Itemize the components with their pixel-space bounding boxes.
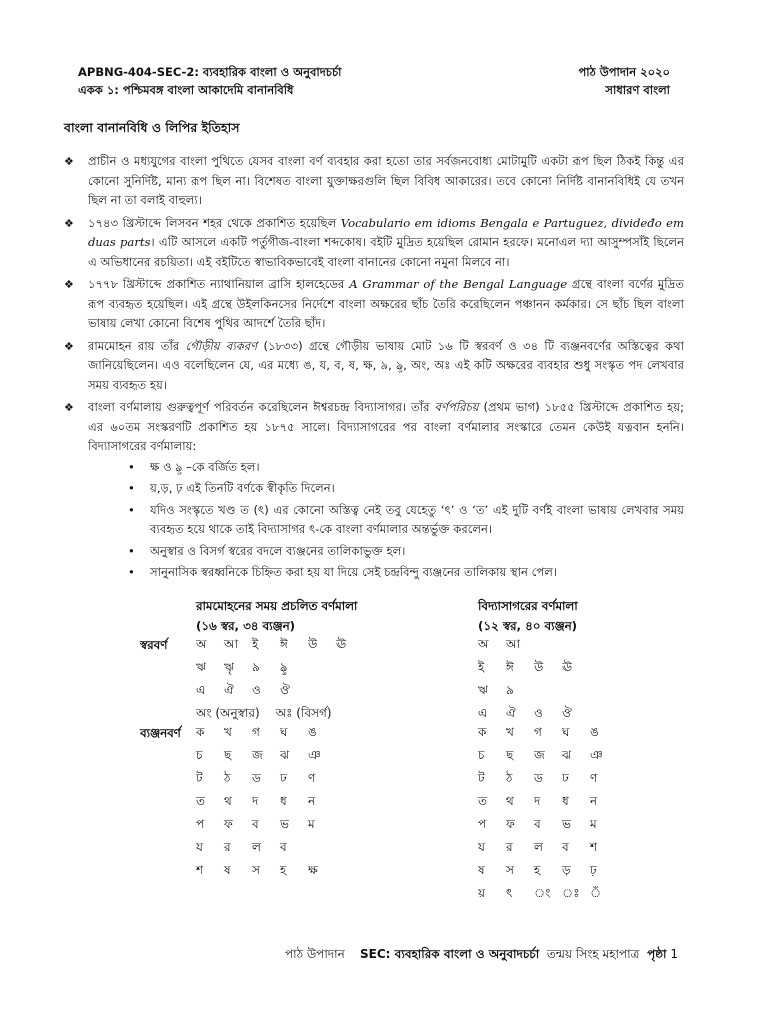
rammohan-alphabet-heading (196, 596, 357, 636)
letter-row (478, 862, 618, 882)
letter: ক (196, 725, 205, 739)
letter-row (478, 770, 618, 790)
letter: ই (478, 660, 485, 674)
letter-row (478, 659, 590, 679)
letter: ণ (590, 771, 598, 785)
letter-row (196, 839, 308, 859)
course-code-title: APBNG-404-SEC-2: ব্যবহারিক বাংলা ও অনুবাদচর্চা (78, 65, 342, 79)
letter: র (224, 840, 231, 854)
letter: ঢ (280, 771, 287, 785)
letter: ফ (224, 817, 233, 831)
letter: ঃ (562, 886, 580, 900)
reform-item: • অনুস্বার ও বিসর্গ স্বরের বদলে ব্যঞ্জনের তালিকাভুক্ত হল। (128, 542, 684, 562)
bullet-item (64, 337, 684, 396)
letter-row (478, 885, 618, 905)
letter: ন (308, 794, 316, 808)
letter: ড (534, 771, 543, 785)
letter: স (252, 863, 260, 877)
letter: ণ (308, 771, 316, 785)
book-title: বর্ণপরিচয় (434, 400, 479, 414)
reform-item: • ক্ষ ও ৡ –কে বর্জিত হল। (128, 458, 684, 478)
letter: ধ (280, 794, 287, 808)
letter: ব (252, 817, 259, 831)
letter: য (478, 840, 485, 854)
letter: ই (252, 637, 259, 651)
letter: অ (478, 637, 489, 651)
bullet-text: (১৮৩৩) গ্রন্থে গৌড়ীয় ভাষায় মোট ১৬ টি স্বরবর্ণ ও ৩৪ টি ব্যঞ্জনবর্ণের অস্তিত্বের কথা জানিয়েছিলেন। এও বলেছিলেন যে, এর মধ্যে ঙ, য, ব, ষ, ক্ষ, ৯, ৡ, অং, অঃ এই কটি অক্ষরের ব্যবহার শুধু সংস্কৃত পদ লেখবার সময় ব্যবহৃত হয়। (88, 338, 684, 392)
letter: ম (308, 817, 315, 831)
letter: ঘ (280, 725, 288, 739)
bullet-item (64, 152, 684, 211)
letter: ব (562, 840, 569, 854)
letter: ঘ (562, 725, 570, 739)
letter-row (196, 682, 308, 702)
bullet-item (64, 275, 684, 334)
bullet-item (64, 398, 684, 583)
letter: ছ (506, 748, 514, 762)
letter: ঊ (562, 660, 573, 674)
letter: য (196, 840, 203, 854)
letter-row (196, 636, 364, 656)
letter: গ (252, 725, 260, 739)
letter: ল (252, 840, 261, 854)
letter: আ (506, 637, 520, 651)
bullet-text: ১৭৭৮ খ্রিস্টাব্দে প্রকাশিত ন্যাথানিয়াল ব্রাসি হালহেডের (88, 277, 350, 291)
letter: চ (196, 748, 203, 762)
bullet-text: বাংলা বর্ণমালায় গুরুত্বপূর্ণ পরিবর্তন করেছিলেন ঈশ্বরচন্দ্র বিদ্যাসাগর। তাঁর (88, 400, 435, 414)
footer-page-label: পৃষ্ঠা (647, 947, 667, 961)
letter: জ (534, 748, 545, 762)
letter: ঈ (280, 637, 288, 651)
reform-item: • সানুনাসিক স্বরধ্বনিকে চিহ্নিত করা হয় যা দিয়ে সেই চন্দ্রবিন্দু ব্যঞ্জনের তালিকায় স্থান পেল। (128, 563, 684, 583)
vidyasagar-heading-title: বিদ্যাসাগরের বর্ণমালা (478, 599, 578, 613)
letter: এ (196, 683, 206, 697)
diamond-bullet-icon: ❖ (64, 401, 74, 414)
letter: খ (224, 725, 232, 739)
letter: ঠ (224, 771, 231, 785)
bullet-text: (প্রথম ভাগ) ১৮৫৫ খ্রিস্টাব্দে প্রকাশিত হয়; এর ৬০তম সংস্করণটি প্রকাশিত হয় ১৮৭৫ সালে। বিদ্যাসাগরের পর বাংলা বর্ণমালার সংস্কারে তেমন কেউই যত্নবান হননি। বিদ্যাসাগরের বর্ণমালায়: (88, 400, 684, 453)
unit-title: একক ১: পশ্চিমবঙ্গ বাংলা আকাদেমি বানানবিধি (78, 83, 294, 97)
diamond-bullet-icon: ❖ (64, 278, 74, 291)
consonant-label: ব্যঞ্জনবর্ণ (140, 726, 181, 740)
letter: ঠ (506, 771, 513, 785)
letter: হ (280, 863, 287, 877)
vidyasagar-alphabet-heading (478, 596, 578, 636)
footer-course: SEC: ব্যবহারিক বাংলা ও অনুবাদচর্চা (360, 947, 540, 961)
letter: ঙ (308, 725, 317, 739)
letter: খ (506, 725, 514, 739)
letter: ত (196, 794, 206, 808)
letter: র (506, 840, 513, 854)
bullet-text: প্রাচীন ও মধ্যযুগের বাংলা পুথিতে যেসব বাংলা বর্ণ ব্যবহার করা হতো তার সর্বজনবোধ্য মোটামুটি একটা রূপ ছিল ঠিকই কিন্তু এর কোনো সুনির্দিষ্ট, মান্য রূপ ছিল না। বিশেষত বাংলা যুক্তাক্ষরগুলি ছিল বিবিধ আকারের। তবে কোনো নির্দিষ্ট বানানবিধিই যে তখন ছিল না তা বলাই বাহুল্য। (88, 154, 684, 207)
letter-row (478, 682, 534, 702)
letter: ঙ (590, 725, 599, 739)
letter: ঝ (280, 748, 290, 762)
letter-row (478, 816, 618, 836)
letter: ঞ (308, 748, 321, 762)
letter: ঋ (478, 683, 488, 697)
letter: ন (590, 794, 598, 808)
letter: ঐ (506, 706, 516, 720)
letter: ঁ (590, 886, 602, 900)
letter-row (196, 747, 336, 767)
letter: দ (252, 794, 259, 808)
letter: ঞ (590, 748, 603, 762)
letter: ৯ (506, 683, 514, 697)
letter: ট (196, 771, 203, 785)
letter: ব (280, 840, 287, 854)
letter-row (196, 659, 308, 679)
letter: ধ (562, 794, 569, 808)
page-footer (285, 946, 678, 966)
letter: ষ (478, 863, 485, 877)
letter-row (478, 839, 618, 859)
diamond-bullet-icon: ❖ (64, 339, 74, 353)
letter: ঢ (562, 771, 569, 785)
bullet-item (64, 214, 684, 273)
letter: স (506, 863, 514, 877)
letter: ছ (224, 748, 232, 762)
rammohan-heading-count: (১৬ স্বর, ৩৪ ব্যঞ্জন) (196, 619, 296, 633)
vowel-label: স্বরবর্ণ (140, 638, 168, 652)
rammohan-heading-title: রামমোহনের সময় প্রচলিত বর্ণমালা (196, 599, 358, 613)
letter: অঃ (বিসর্গ) (275, 706, 332, 720)
letter: এ (478, 706, 488, 720)
letter: ঊ (336, 637, 347, 651)
letter: চ (478, 748, 485, 762)
letter-row (196, 862, 336, 882)
book-title: গৌড়ীয় ব্যকরণ (185, 338, 258, 353)
diamond-bullet-icon: ❖ (64, 155, 74, 168)
book-title: A Grammar of the Bengal Language (349, 277, 568, 291)
letter: ঋ (196, 660, 206, 674)
letter: ব (534, 817, 541, 831)
letter: ঐ (224, 683, 234, 697)
bullet-text: গ্রন্থে বাংলা বর্ণের মুদ্রিত রূপ ব্যবহৃত হয়েছিল। এই গ্রন্থে উইলকিনসের নির্দেশে বাংলা অক্ষরের ছাঁচ তৈরি করেছিলেন পঞ্চানন কর্মকার। সে ছাঁচ ছিল বাংলা ভাষায় লেখা কোনো বিশেষ পুথির আদর্শে তৈরি ছাঁদ। (88, 277, 684, 330)
letter: ও (252, 683, 261, 697)
letter: ৠ (224, 660, 234, 674)
letter: ৡ (280, 660, 288, 674)
letter: ল (534, 840, 543, 854)
bullet-list (64, 152, 684, 586)
footer-author: তন্ময় সিংহ মহাপাত্র (546, 947, 640, 961)
letter-row (196, 770, 336, 790)
letter: গ (534, 725, 542, 739)
letter: প (196, 817, 205, 831)
letter-row (196, 724, 336, 744)
reform-item: • য়,ড়, ঢ় এই তিনটি বর্ণকে স্বীকৃতি দিলেন। (128, 479, 684, 499)
material-year: পাঠ উপাদান ২০২০ (578, 65, 670, 79)
letter: হ (534, 863, 541, 877)
letter: ষ (224, 863, 231, 877)
section-title: বাংলা বানানবিধি ও লিপির ইতিহাস (64, 120, 240, 135)
letter: ট (478, 771, 485, 785)
letter-row (478, 636, 534, 656)
letter: ঔ (562, 706, 572, 720)
letter: ফ (506, 817, 515, 831)
letter: ভ (562, 817, 571, 831)
diamond-bullet-icon: ❖ (64, 216, 74, 230)
letter: থ (224, 794, 232, 808)
letter: উ (308, 637, 318, 651)
header-row-1 (78, 64, 670, 83)
letter-row (478, 793, 618, 813)
letter-row (196, 793, 336, 813)
subject-label: সাধারণ বাংলা (605, 83, 670, 97)
letter-row (478, 705, 590, 725)
letter: উ (534, 660, 544, 674)
letter: থ (506, 794, 514, 808)
letter: ঝ (562, 748, 572, 762)
letter-row (196, 816, 336, 836)
letter: ঈ (506, 660, 514, 674)
letter: য় (478, 886, 486, 900)
letter: জ (252, 748, 263, 762)
letter: দ (534, 794, 541, 808)
letter: ম (590, 817, 597, 831)
letter: প (478, 817, 487, 831)
letter: অং (অনুস্বার) (196, 706, 260, 720)
letter: শ (196, 863, 204, 877)
letter: ক্ষ (308, 863, 318, 877)
letter-row (478, 747, 618, 767)
letter: ং (534, 886, 551, 900)
letter: ক (478, 725, 487, 739)
letter: ও (534, 706, 543, 720)
bullet-text: । এটি আসলে একটি পর্তুগীজ-বাংলা শব্দকোষ। বইটি মুদ্রিত হয়েছিল রোমান হরফে। মনোএল দ্যা আসুম্পসাঁই ছিলেন এ অভিধানের রচয়িতা। এই বইটিতে স্বাভাবিকভাবেই বাংলা বানানের কোনো নমুনা মিলবে না। (88, 235, 684, 269)
vidyasagar-heading-count: (১২ স্বর, ৪০ ব্যঞ্জন) (478, 619, 578, 633)
letter: ড (252, 771, 261, 785)
letter: ত (478, 794, 488, 808)
letter-row (196, 705, 348, 725)
letter: ৎ (506, 886, 513, 900)
reform-item: • যদিও সংস্কৃতে খণ্ড ত (ৎ) এর কোনো অস্তিত্ব নেই তবু যেহেতু ‘ৎ’ ও ‘ত’ এই দুটি বর্ণই বাংলা ভাষায় লেখবার সময় ব্যবহৃত হয়ে থাকে তাই বিদ্যাসাগর ৎ-কে বাংলা বর্ণমালার অন্তর্ভুক্ত করলেন। (128, 501, 684, 540)
letter: ভ (280, 817, 289, 831)
letter: ঔ (280, 683, 290, 697)
letter: ঢ় (590, 863, 597, 877)
letter: আ (224, 637, 238, 651)
letter: ৯ (252, 660, 260, 674)
bullet-text: রামমোহন রায় তাঁর (88, 338, 186, 353)
letter: ড় (562, 863, 571, 877)
footer-page-number: 1 (670, 947, 678, 961)
reform-list (128, 458, 684, 583)
letter: অ (196, 637, 207, 651)
letter: শ (590, 840, 598, 854)
book-title: Vocabulario em idioms Bengala e Partuguez, divideđo em duas parts (88, 215, 684, 249)
footer-prefix: পাঠ উপাদান (284, 947, 345, 961)
header-row-2 (78, 82, 670, 101)
letter-row (478, 724, 618, 744)
bullet-text: ১৭৪৩ খ্রিস্টাব্দে লিসবন শহর থেকে প্রকাশিত হয়েছিল (88, 215, 341, 230)
